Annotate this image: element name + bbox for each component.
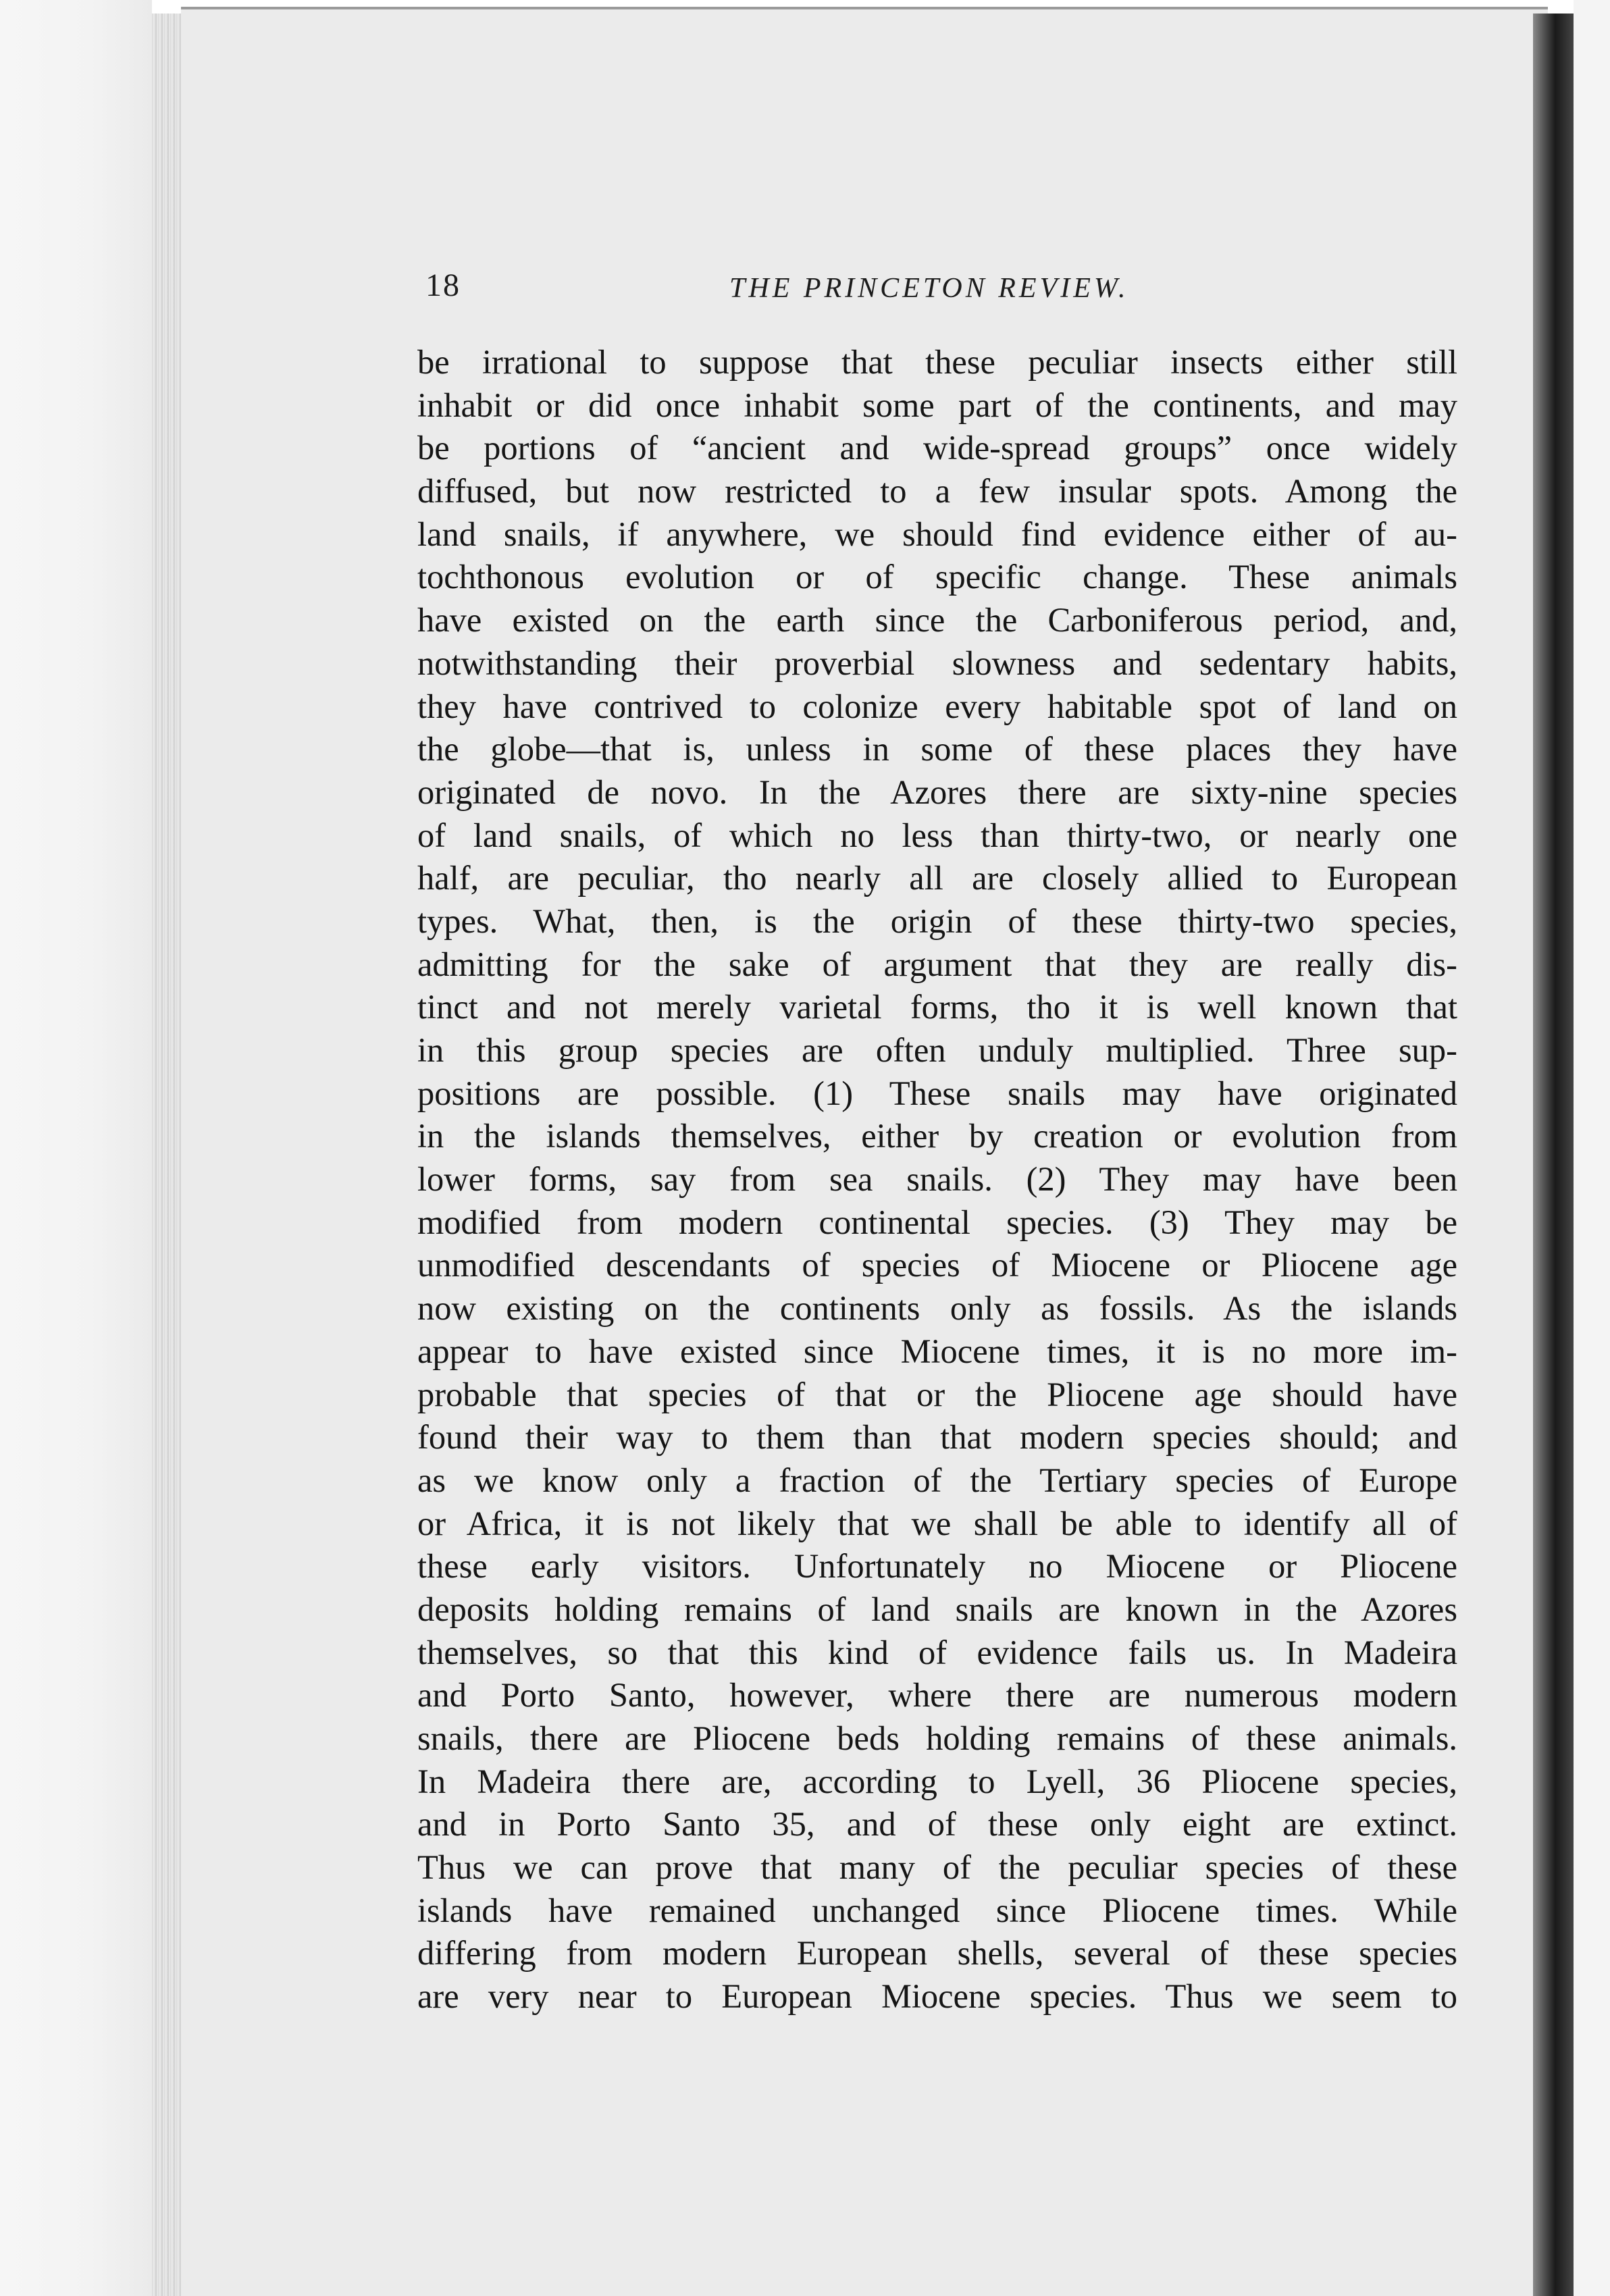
text-line: and in Porto Santo 35, and of these only eight are extinct. (417, 1805, 1457, 1844)
binding-shadow (1533, 14, 1574, 2296)
text-line: originated de novo. In the Azores there are sixty-nine species (417, 773, 1457, 811)
text-line: be portions of “ancient and wide-spread groups” once widely (417, 429, 1457, 467)
left-margin-background (0, 0, 152, 2296)
text-line: modified from modern continental species. (3) They may be (417, 1203, 1457, 1241)
text-line: now existing on the continents only as fossils. As the islands (417, 1289, 1457, 1328)
facing-page-edge (1574, 0, 1610, 2296)
text-line: tinct and not merely varietal forms, tho it is well known that (417, 988, 1457, 1026)
text-line: themselves, so that this kind of evidence fails us. In Madeira (417, 1633, 1457, 1671)
text-line: as we know only a fraction of the Tertiary species of Europe (417, 1461, 1457, 1499)
body-text (417, 341, 1457, 2018)
text-line: found their way to them than that modern species should; and (417, 1418, 1457, 1457)
text-line: the globe—that is, unless in some of these places they have (417, 730, 1457, 768)
text-line: have existed on the earth since the Carboniferous period, and, (417, 601, 1457, 640)
text-line: in this group species are often unduly multiplied. Three sup- (417, 1031, 1457, 1069)
text-line: of land snails, of which no less than thirty-two, or nearly one (417, 816, 1457, 854)
text-line: diffused, but now restricted to a few insular spots. Among the (417, 472, 1457, 511)
text-line: In Madeira there are, according to Lyell, 36 Pliocene species, (417, 1762, 1457, 1800)
text-line: probable that species of that or the Pliocene age should have (417, 1375, 1457, 1413)
text-line: admitting for the sake of argument that they are really dis- (417, 945, 1457, 983)
text-line: inhabit or did once inhabit some part of the continents, and may (417, 386, 1457, 424)
text-line: positions are possible. (1) These snails may have originated (417, 1074, 1457, 1112)
text-line: and Porto Santo, however, where there are numerous modern (417, 1676, 1457, 1715)
text-line: be irrational to suppose that these peculiar insects either still (417, 343, 1457, 381)
text-line: half, are peculiar, tho nearly all are closely allied to European (417, 859, 1457, 897)
text-line: land snails, if anywhere, we should find evidence either of au- (417, 515, 1457, 553)
page-header (425, 267, 1209, 314)
text-line: tochthonous evolution or of specific change. These animals (417, 558, 1457, 596)
text-line: snails, there are Pliocene beds holding remains of these animals. (417, 1719, 1457, 1757)
text-line: these early visitors. Unfortunately no Miocene or Pliocene (417, 1547, 1457, 1586)
text-line: or Africa, it is not likely that we shall be able to identify all of (417, 1504, 1457, 1542)
text-line: they have contrived to colonize every habitable spot of land on (417, 687, 1457, 725)
text-line: differing from modern European shells, several of these species (417, 1934, 1457, 1973)
text-line: types. What, then, is the origin of these thirty-two species, (417, 902, 1457, 940)
text-line: Thus we can prove that many of the peculiar species of these (417, 1848, 1457, 1887)
text-line: are very near to European Miocene species. Thus we seem to (417, 1977, 1457, 2016)
page-number: 18 (425, 267, 461, 303)
running-title: THE PRINCETON REVIEW. (729, 273, 1129, 304)
text-line: deposits holding remains of land snails are known in the Azores (417, 1590, 1457, 1628)
text-line: lower forms, say from sea snails. (2) They may have been (417, 1160, 1457, 1199)
text-line: appear to have existed since Miocene times, it is no more im- (417, 1332, 1457, 1370)
text-line: in the islands themselves, either by creation or evolution from (417, 1117, 1457, 1155)
text-line: notwithstanding their proverbial slowness and sedentary habits, (417, 644, 1457, 682)
text-line: unmodified descendants of species of Miocene or Pliocene age (417, 1246, 1457, 1284)
text-line: islands have remained unchanged since Pliocene times. While (417, 1891, 1457, 1929)
